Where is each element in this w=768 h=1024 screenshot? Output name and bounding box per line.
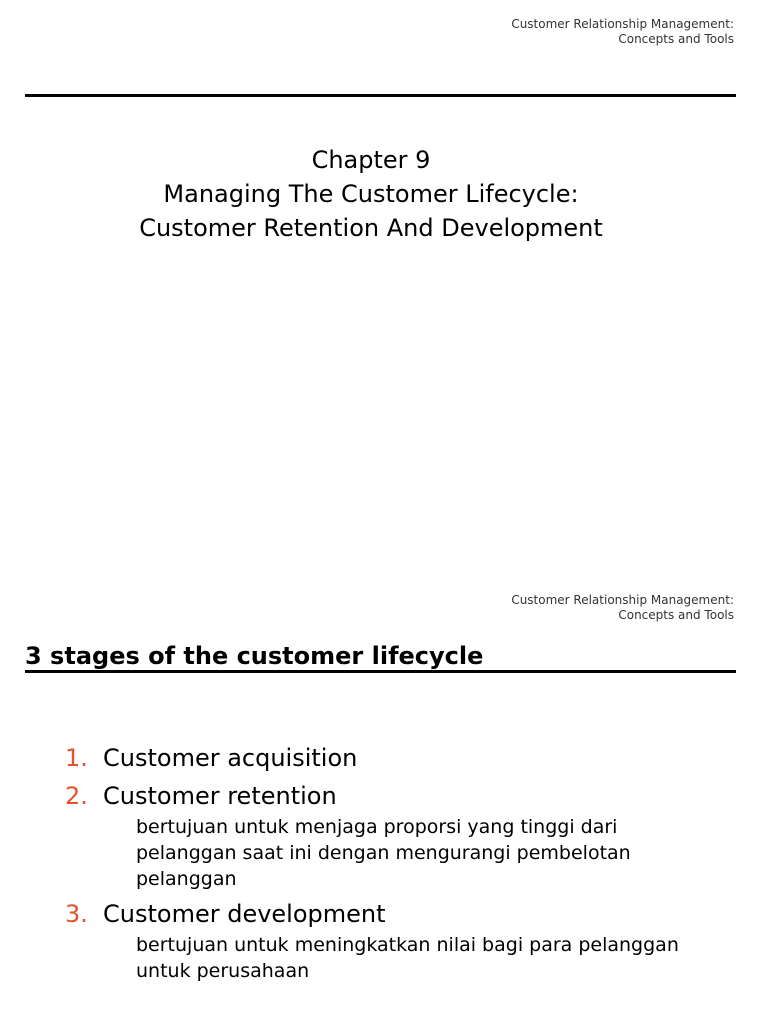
- running-header: [511, 17, 734, 47]
- title-rule: [25, 670, 736, 673]
- chapter-title-line-1: Managing The Customer Lifecycle:: [163, 180, 579, 208]
- stage-list: [65, 743, 745, 991]
- stage-label: Customer development: [103, 900, 386, 928]
- stage-heading: [65, 781, 745, 812]
- list-item: [65, 899, 745, 984]
- chapter-number: Chapter 9: [311, 146, 431, 174]
- stage-description: bertujuan untuk meningkatkan nilai bagi para pelanggan untuk perusahaan: [136, 934, 679, 982]
- running-header-line-2: Concepts and Tools: [618, 608, 734, 622]
- chapter-title-line-2: Customer Retention And Development: [139, 214, 603, 242]
- running-header-line-1: Customer Relationship Management:: [511, 17, 734, 31]
- list-item: [65, 781, 745, 892]
- stage-label: Customer acquisition: [103, 744, 358, 772]
- chapter-heading: [0, 143, 742, 245]
- stage-number: 3.: [65, 900, 88, 928]
- running-header: [511, 593, 734, 623]
- header-rule: [25, 94, 736, 97]
- stage-number: 2.: [65, 782, 88, 810]
- slide-title: 3 stages of the customer lifecycle: [25, 642, 484, 670]
- stage-number: 1.: [65, 744, 88, 772]
- stage-label: Customer retention: [103, 782, 337, 810]
- stage-heading: [65, 899, 745, 930]
- list-item: [65, 743, 745, 774]
- running-header-line-2: Concepts and Tools: [618, 32, 734, 46]
- content-slide: [0, 576, 768, 1024]
- stage-heading: [65, 743, 745, 774]
- running-header-line-1: Customer Relationship Management:: [511, 593, 734, 607]
- stage-description: bertujuan untuk menjaga proporsi yang tinggi dari pelanggan saat ini dengan mengurangi pembelotan pelanggan: [136, 816, 631, 890]
